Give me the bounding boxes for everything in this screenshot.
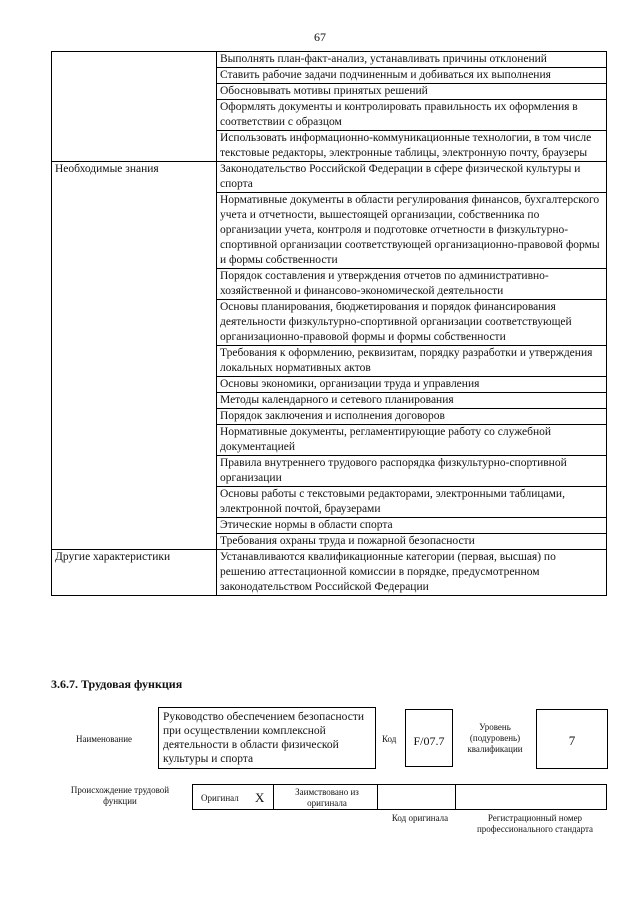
knowledge-table-body	[52, 52, 607, 596]
origin-row	[192, 784, 607, 810]
level-box	[536, 709, 608, 769]
level-value: 7	[568, 733, 576, 748]
table-cell: Этические нормы в области спорта	[217, 518, 607, 534]
knowledge-table	[51, 51, 607, 596]
table-cell: Правила внутреннего трудового распорядка физкультурно-спортивной организации	[217, 456, 607, 487]
table-cell: Оформлять документы и контролировать правильность их оформления в соответствии с образцом	[217, 100, 607, 131]
row-label: Другие характеристики	[52, 550, 217, 596]
table-cell: Обосновывать мотивы принятых решений	[217, 84, 607, 100]
reg-number-caption: Регистрационный номер профессионального стандарта	[476, 813, 594, 834]
origin-label: Происхождение трудовой функции	[70, 785, 170, 806]
origin-divider-2	[377, 785, 378, 809]
table-cell: Законодательство Российской Федерации в сфере физической культуры и спорта	[217, 162, 607, 193]
code-original-caption: Код оригинала	[391, 813, 449, 823]
table-row	[52, 550, 607, 596]
table-cell: Порядок составления и утверждения отчетов по административно-хозяйственной и финансово-экономической деятельности	[217, 269, 607, 300]
origin-divider-3	[455, 785, 456, 809]
page-number: 67	[314, 30, 326, 44]
original-label: Оригинал	[201, 793, 239, 803]
table-cell: Основы работы с текстовыми редакторами, электронными таблицами, электронной почтой, браузерами	[217, 487, 607, 518]
name-label: Наименование	[75, 734, 133, 744]
function-code-value: F/07.7	[413, 734, 445, 748]
table-cell: Устанавливаются квалификационные категории (первая, высшая) по решению аттестационной комиссии в порядке, предусмотренном законодательством Российской Федерации	[217, 550, 607, 596]
table-cell: Нормативные документы, регламентирующие работу со служебной документацией	[217, 425, 607, 456]
table-cell: Методы календарного и сетевого планирования	[217, 393, 607, 409]
level-label: Уровень (подуровень) квалификации	[467, 722, 523, 754]
table-row	[52, 52, 607, 68]
table-cell: Нормативные документы в области регулирования финансов, бухгалтерского учета и отчетности, вышестоящей организации, собственника по организации учета, контроля и подготовке отчетности в физкультурно-спортивной организации соответствующей организационно-правовой формы и формы собственности	[217, 193, 607, 269]
table-cell: Основы планирования, бюджетирования и порядок финансирования деятельности физкультурно-спортивной организации соответствующей организационно-правовой формы и формы собственности	[217, 300, 607, 346]
function-code-box	[405, 709, 453, 767]
table-cell: Использовать информационно-коммуникационные технологии, в том числе текстовые редакторы, электронные таблицы, электронную почту, браузеры	[217, 131, 607, 162]
table-cell: Порядок заключения и исполнения договоров	[217, 409, 607, 425]
original-mark: X	[255, 790, 265, 805]
code-label: Код	[382, 734, 397, 744]
table-cell: Требования охраны труда и пожарной безопасности	[217, 534, 607, 550]
function-name-value: Руководство обеспечением безопасности при осуществлении комплексной деятельности в области физической культуры и спорта	[163, 711, 365, 765]
table-row	[52, 162, 607, 193]
table-cell: Ставить рабочие задачи подчиненным и добиваться их выполнения	[217, 68, 607, 84]
origin-divider-1	[273, 785, 274, 809]
table-cell: Выполнять план-факт-анализ, устанавливать причины отклонений	[217, 52, 607, 68]
borrowed-label: Заимствовано из оригинала	[295, 787, 359, 808]
function-name-box	[158, 707, 376, 769]
section-title: 3.6.7. Трудовая функция	[51, 677, 183, 691]
table-cell: Основы экономики, организации труда и управления	[217, 377, 607, 393]
row-label: Необходимые знания	[52, 162, 217, 550]
row-label	[52, 52, 217, 162]
table-cell: Требования к оформлению, реквизитам, порядку разработки и утверждения локальных нормативных актов	[217, 346, 607, 377]
